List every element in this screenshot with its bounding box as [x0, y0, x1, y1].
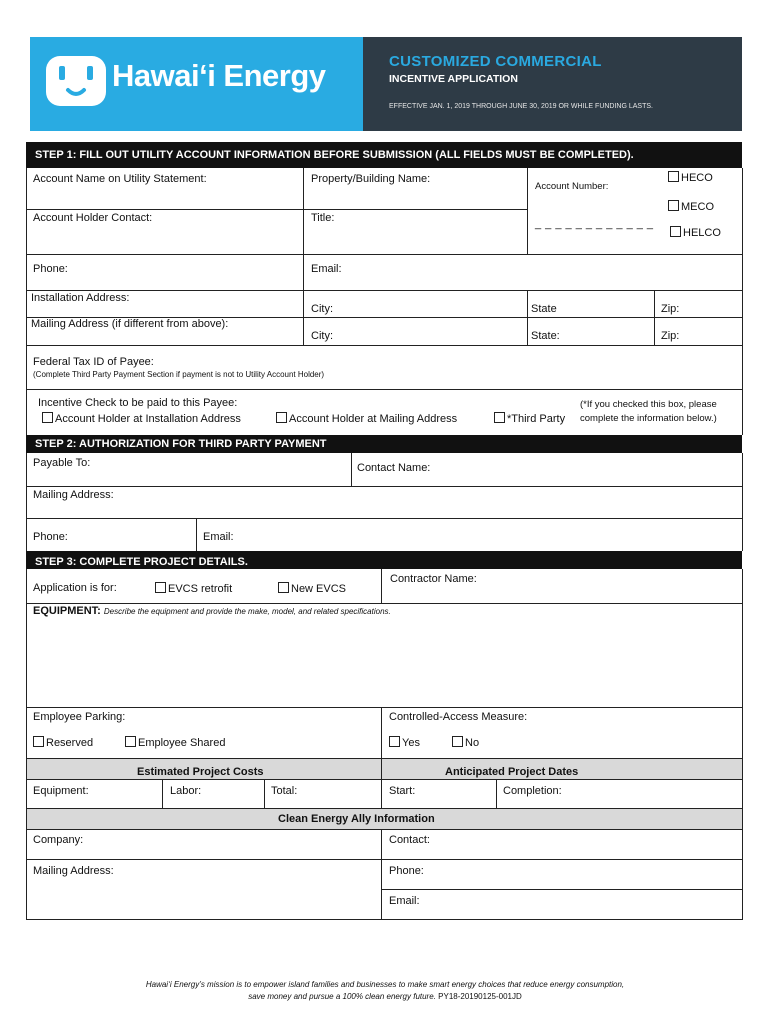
account-name-field[interactable]: Account Name on Utility Statement: — [33, 173, 207, 185]
email-field[interactable]: Email: — [311, 263, 342, 275]
est-costs-heading: Estimated Project Costs — [137, 766, 264, 778]
step2-header: STEP 2: AUTHORIZATION FOR THIRD PARTY PAYMENT — [26, 435, 742, 453]
step2-phone-field[interactable]: Phone: — [33, 531, 68, 543]
border — [26, 569, 27, 920]
evcs-retrofit-option[interactable] — [155, 582, 232, 595]
installation-address-field[interactable]: Installation Address: — [31, 292, 130, 304]
evcs-retrofit-checkbox[interactable] — [155, 582, 166, 593]
property-name-field[interactable]: Property/Building Name: — [311, 173, 431, 185]
contractor-name-field[interactable]: Contractor Name: — [390, 573, 477, 585]
new-evcs-option[interactable] — [278, 582, 346, 595]
mailing-address-field[interactable]: Mailing Address (if different from above): — [31, 318, 229, 330]
new-evcs-label: New EVCS — [291, 583, 347, 595]
document-code: PY18-20190125-001JD — [438, 992, 522, 1001]
border — [26, 453, 27, 551]
border — [742, 569, 743, 920]
divider — [381, 707, 382, 758]
title-field[interactable]: Title: — [311, 212, 335, 224]
effective-dates: EFFECTIVE JAN. 1, 2019 THROUGH JUNE 30, 2019 OR WHILE FUNDING LASTS. — [389, 103, 653, 110]
payee-mailing-option[interactable] — [276, 412, 457, 425]
divider — [381, 889, 742, 890]
evcs-retrofit-label: EVCS retrofit — [168, 583, 233, 595]
employee-shared-label: Employee Shared — [138, 737, 226, 749]
divider — [162, 779, 163, 808]
employee-shared-checkbox[interactable] — [125, 736, 136, 747]
city-field[interactable]: City: — [311, 303, 333, 315]
contact-name-field[interactable]: Contact Name: — [357, 462, 431, 474]
company-field[interactable]: Company: — [33, 834, 84, 846]
mission-text: save money and pursue a 100% clean energy future. — [248, 992, 436, 1001]
city2-field[interactable]: City: — [311, 330, 333, 342]
divider — [26, 859, 742, 860]
step2-mailing-address-field[interactable]: Mailing Address: — [33, 489, 114, 501]
yes-option[interactable] — [389, 736, 420, 749]
account-number-field[interactable]: Account Number: — [535, 181, 609, 192]
divider — [26, 209, 527, 210]
divider — [196, 518, 197, 551]
heco-label: HECO — [681, 172, 713, 184]
zip-field[interactable]: Zip: — [661, 303, 680, 315]
no-checkbox[interactable] — [452, 736, 463, 747]
contact-field[interactable]: Contact: — [389, 834, 430, 846]
payee-mailing-label: Account Holder at Mailing Address — [289, 413, 458, 425]
divider — [381, 758, 382, 808]
zip2-field[interactable]: Zip: — [661, 330, 680, 342]
border — [742, 453, 743, 551]
divider — [26, 829, 742, 830]
helco-option[interactable] — [670, 226, 721, 239]
state-field[interactable]: State — [531, 303, 557, 315]
divider — [26, 707, 742, 708]
reserved-checkbox[interactable] — [33, 736, 44, 747]
form-title: CUSTOMIZED COMMERCIAL — [389, 53, 602, 70]
step3-header: STEP 3: COMPLETE PROJECT DETAILS. — [26, 551, 382, 569]
yes-label: Yes — [402, 737, 420, 749]
account-number-blank: _ _ _ _ _ _ _ _ _ _ _ _ — [535, 218, 654, 230]
no-label: No — [465, 737, 480, 749]
payee-third-option[interactable] — [494, 412, 565, 425]
third-party-note: (*If you checked this box, please — [580, 399, 717, 410]
start-date-field[interactable]: Start: — [389, 785, 416, 797]
equipment-description-field[interactable] — [33, 605, 391, 617]
employee-parking-label: Employee Parking: — [33, 711, 126, 723]
divider — [26, 254, 742, 255]
divider — [303, 168, 304, 345]
helco-checkbox[interactable] — [670, 226, 681, 237]
divider — [351, 453, 352, 486]
form-subtitle: INCENTIVE APPLICATION — [389, 73, 518, 85]
divider — [26, 518, 742, 519]
payee-mailing-checkbox[interactable] — [276, 412, 287, 423]
outlet-logo-icon — [46, 56, 106, 106]
divider — [26, 779, 742, 780]
divider — [26, 603, 742, 604]
account-holder-contact-field[interactable]: Account Holder Contact: — [33, 212, 153, 224]
reserved-label: Reserved — [46, 737, 94, 749]
ally-mailing-address-field[interactable]: Mailing Address: — [33, 865, 114, 877]
helco-label: HELCO — [683, 227, 721, 239]
ally-email-field[interactable]: Email: — [389, 895, 420, 907]
border — [742, 168, 743, 435]
no-option[interactable] — [452, 736, 479, 749]
payee-third-label: *Third Party — [507, 413, 566, 425]
clean-energy-ally-heading: Clean Energy Ally Information — [278, 813, 435, 825]
equipment-cost-field[interactable]: Equipment: — [33, 785, 89, 797]
state2-field[interactable]: State: — [531, 330, 560, 342]
heco-option[interactable] — [668, 171, 713, 184]
phone-field[interactable]: Phone: — [33, 263, 68, 275]
divider — [26, 345, 742, 346]
incentive-check-label: Incentive Check to be paid to this Payee: — [38, 397, 238, 409]
divider — [381, 829, 382, 920]
divider — [26, 290, 742, 291]
payee-installation-label: Account Holder at Installation Address — [55, 413, 241, 425]
payee-installation-option[interactable] — [42, 412, 241, 425]
divider — [26, 808, 742, 809]
brand-logo-text: Hawai‘i Energy — [112, 58, 326, 93]
payee-installation-checkbox[interactable] — [42, 412, 53, 423]
anticipated-dates-heading: Anticipated Project Dates — [445, 766, 579, 778]
equipment-instructions: Describe the equipment and provide the make, model, and related specifications. — [103, 607, 391, 616]
reserved-option[interactable] — [33, 736, 93, 749]
yes-checkbox[interactable] — [389, 736, 400, 747]
divider — [381, 569, 382, 603]
employee-shared-option[interactable] — [125, 736, 225, 749]
divider — [496, 779, 497, 808]
meco-checkbox[interactable] — [668, 200, 679, 211]
labor-cost-field[interactable]: Labor: — [170, 785, 202, 797]
mission-statement: Hawai‘i Energy’s mission is to empower island families and businesses to make smart energy choices that reduce energy consumption, — [145, 980, 625, 989]
meco-label: MECO — [681, 201, 714, 213]
divider — [527, 168, 528, 254]
total-cost-field[interactable]: Total: — [271, 785, 298, 797]
heco-checkbox[interactable] — [668, 171, 679, 182]
divider — [26, 486, 742, 487]
federal-tax-field[interactable]: Federal Tax ID of Payee: — [33, 356, 154, 368]
divider — [26, 919, 743, 920]
ally-phone-field[interactable]: Phone: — [389, 865, 424, 877]
divider — [26, 758, 742, 759]
new-evcs-checkbox[interactable] — [278, 582, 289, 593]
payable-to-field[interactable]: Payable To: — [33, 457, 91, 469]
divider — [26, 389, 742, 390]
mission-statement-line2 — [0, 992, 770, 1001]
completion-date-field[interactable]: Completion: — [503, 785, 562, 797]
payee-third-checkbox[interactable] — [494, 412, 505, 423]
federal-tax-note: (Complete Third Party Payment Section if payment is not to Utility Account Holder) — [33, 370, 325, 379]
step1-header: STEP 1: FILL OUT UTILITY ACCOUNT INFORMATION BEFORE SUBMISSION (ALL FIELDS MUST BE COMPLETED). — [26, 142, 742, 168]
third-party-note: complete the information below.) — [580, 413, 717, 424]
step3-header-bar — [382, 551, 742, 569]
controlled-access-label: Controlled-Access Measure: — [389, 711, 528, 723]
costs-header-bg — [27, 758, 742, 779]
step2-email-field[interactable]: Email: — [203, 531, 234, 543]
meco-option[interactable] — [668, 200, 714, 213]
equipment-heading: EQUIPMENT: — [33, 605, 101, 617]
application-for-label: Application is for: — [33, 582, 117, 594]
divider — [264, 779, 265, 808]
